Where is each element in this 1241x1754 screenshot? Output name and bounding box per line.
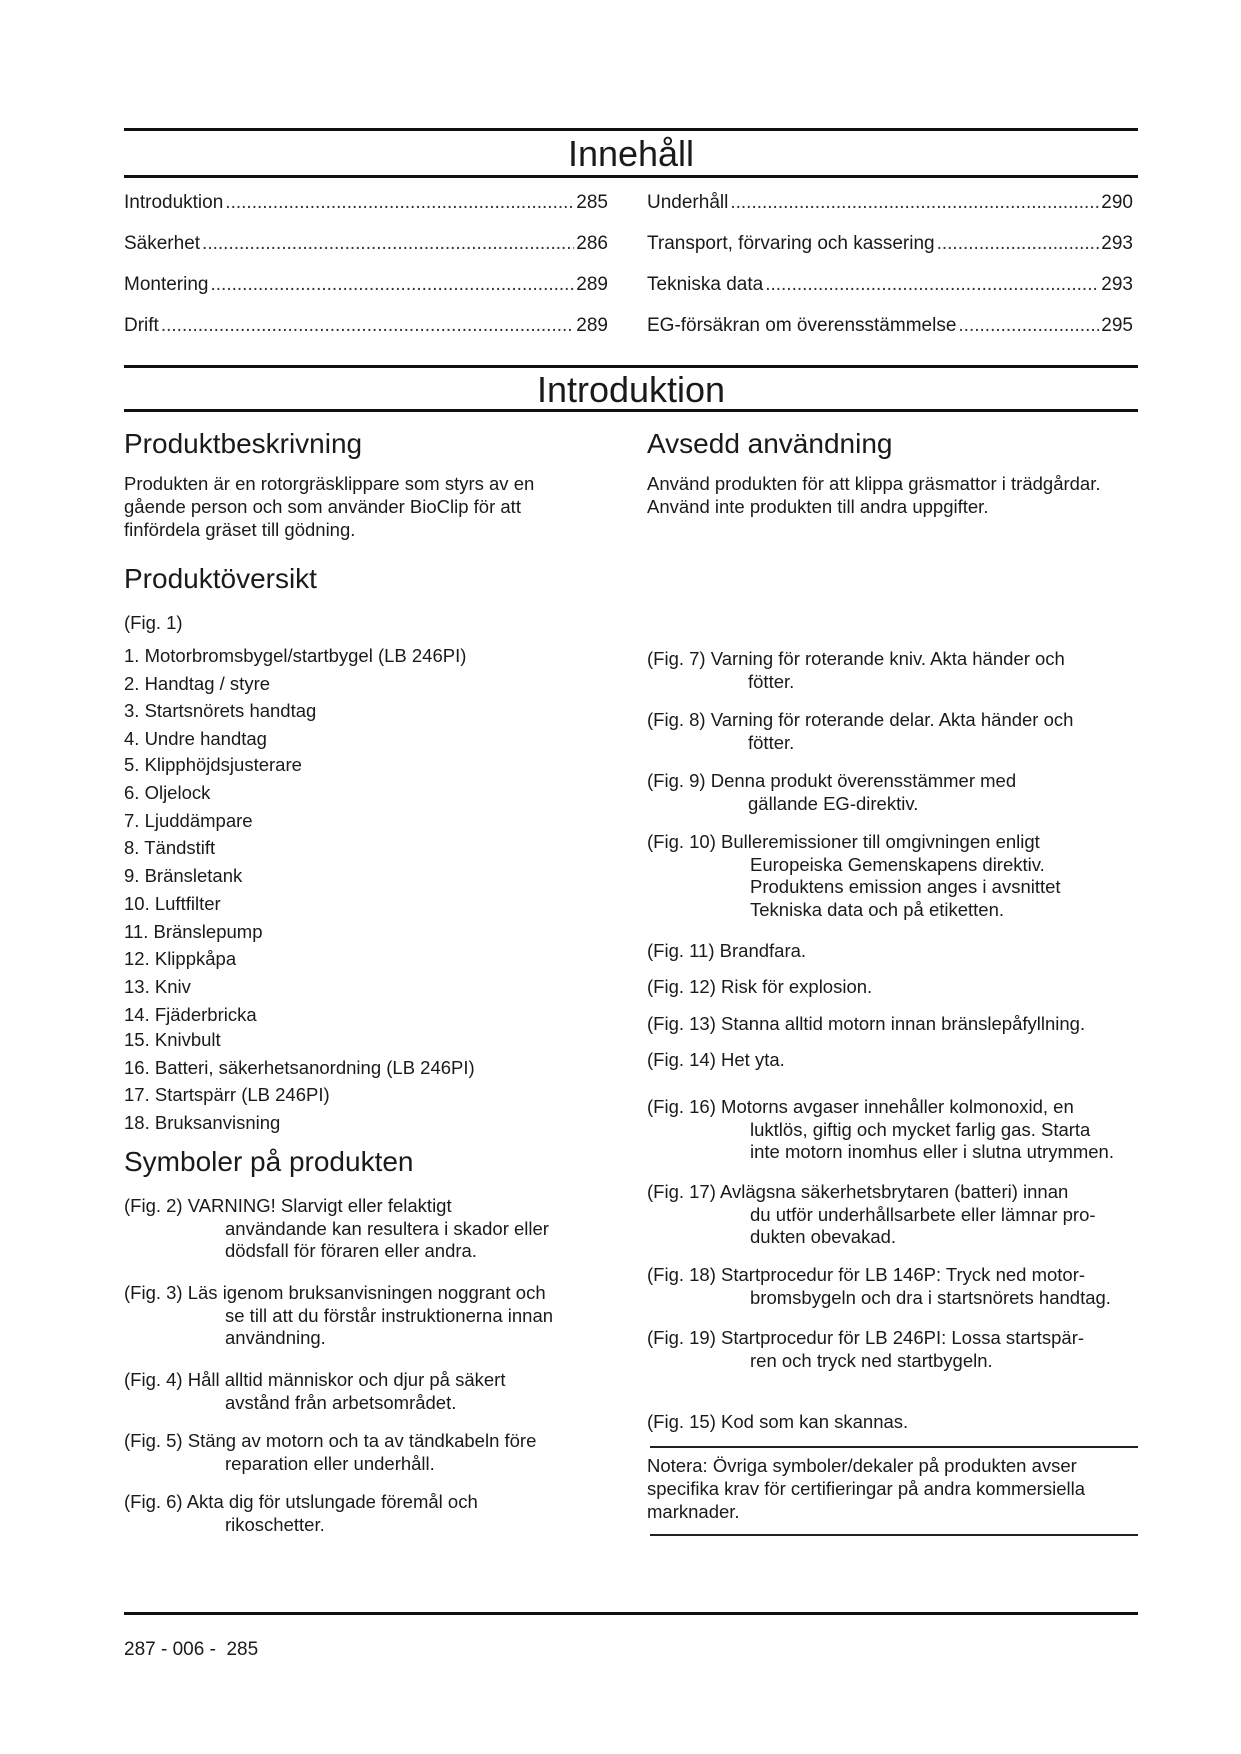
symbol-entry: (Fig. 6) Akta dig för utslungade föremål och rikoschetter. xyxy=(124,1491,478,1535)
overview-item: 7. Ljuddämpare xyxy=(124,810,253,831)
toc-entry-page: 290 xyxy=(1101,192,1133,213)
toc-entry-label: Drift xyxy=(124,315,159,336)
toc-entry[interactable] xyxy=(647,232,1133,256)
note-label: Notera: xyxy=(647,1455,708,1476)
leader-dots xyxy=(730,191,1099,215)
overview-item: 3. Startsnörets handtag xyxy=(124,700,317,721)
overview-item: 1. Motorbromsbygel/startbygel (LB 246PI) xyxy=(124,645,467,666)
leader-dots xyxy=(765,273,1099,297)
toc-entry-page: 289 xyxy=(576,274,608,295)
toc-title: Innehåll xyxy=(567,133,695,174)
page-footer xyxy=(124,1639,258,1661)
toc-entry-label: Transport, förvaring och kassering xyxy=(647,233,935,254)
overview-fig-ref: (Fig. 1) xyxy=(124,612,183,633)
symbol-entry: (Fig. 9) Denna produkt överensstämmer med gällande EG-direktiv. xyxy=(647,770,1017,814)
toc-entry-label: Säkerhet xyxy=(124,233,201,254)
overview-item: 2. Handtag / styre xyxy=(124,673,271,694)
toc-entry[interactable] xyxy=(647,273,1133,297)
overview-item: 17. Startspärr (LB 246PI) xyxy=(124,1084,330,1105)
intro-top-rule xyxy=(124,365,1138,368)
toc-entry[interactable] xyxy=(647,314,1133,338)
symbol-entry: (Fig. 5) Stäng av motorn och ta av tändkabeln före reparation eller underhåll. xyxy=(124,1430,537,1474)
overview-item: 11. Bränslepump xyxy=(124,921,263,942)
toc-entry[interactable] xyxy=(124,314,608,338)
symbol-entry: (Fig. 10) Bulleremissioner till omgivningen enligt Europeiska Gemenskapens direktiv. Produktens emission anges i avsnittet Tekniska data och på etiketten. xyxy=(647,831,1061,920)
overview-item: 12. Klippkåpa xyxy=(124,948,237,969)
toc-entry[interactable] xyxy=(124,273,608,297)
leader-dots xyxy=(202,232,574,256)
intended-use-heading: Avsedd användning xyxy=(647,428,893,459)
overview-item: 16. Batteri, säkerhetsanordning (LB 246PI) xyxy=(124,1057,475,1078)
intro-title: Introduktion xyxy=(536,369,726,410)
note-top-rule xyxy=(650,1446,1138,1448)
overview-item: 4. Undre handtag xyxy=(124,728,267,749)
leader-dots xyxy=(225,191,574,215)
symbols-heading: Symboler på produkten xyxy=(124,1146,414,1177)
symbol-entry: (Fig. 3) Läs igenom bruksanvisningen noggrant och se till att du förstår instruktionerna innan användning. xyxy=(124,1282,554,1348)
product-overview-heading: Produktöversikt xyxy=(124,563,317,594)
toc-entry[interactable] xyxy=(124,191,608,215)
overview-item: 15. Knivbult xyxy=(124,1029,221,1050)
symbol-entry: (Fig. 16) Motorns avgaser innehåller kolmonoxid, en luktlös, giftig och mycket farlig gas. Starta inte motorn inomhus eller i slutna utrymmen. xyxy=(647,1096,1114,1162)
note: Notera: Övriga symboler/dekaler på produkten avser specifika krav för certifieringar på andra kommersiella marknader. xyxy=(647,1455,1086,1522)
overview-item: 9. Bränsletank xyxy=(124,865,243,886)
leader-dots xyxy=(958,314,1099,338)
overview-item: 6. Oljelock xyxy=(124,782,211,803)
toc-entry-page: 293 xyxy=(1101,274,1133,295)
overview-item: 14. Fjäderbricka xyxy=(124,1004,257,1025)
toc-entry[interactable] xyxy=(647,191,1133,215)
overview-item: 10. Luftfilter xyxy=(124,893,221,914)
toc-entry-label: Montering xyxy=(124,274,209,295)
symbol-entry: (Fig. 13) Stanna alltid motorn innan bränslepåfyllning. xyxy=(647,1013,1086,1034)
toc-entry-page: 286 xyxy=(576,233,608,254)
toc-entry-label: Introduktion xyxy=(124,192,224,213)
page-number: 285 xyxy=(226,1639,259,1660)
symbol-entry: (Fig. 8) Varning för roterande delar. Akta händer och fötter. xyxy=(647,709,1074,753)
footer-rule xyxy=(124,1612,1138,1615)
intro-bottom-rule xyxy=(124,409,1138,412)
product-description-text: Produkten är en rotorgräsklippare som styrs av en gående person och som använder BioClip för att finfördela gräset till gödning. xyxy=(124,473,535,540)
leader-dots xyxy=(161,314,574,338)
symbol-entry: (Fig. 2) VARNING! Slarvigt eller felaktigt användande kan resultera i skador eller dödsfall för föraren eller andra. xyxy=(124,1195,549,1261)
toc-entry-page: 293 xyxy=(1101,233,1133,254)
toc-top-rule xyxy=(124,128,1138,131)
symbol-entry: (Fig. 18) Startprocedur för LB 146P: Tryck ned motor- bromsbygeln och dra i startsnörets handtag. xyxy=(647,1264,1111,1308)
intended-use-text: Använd produkten för att klippa gräsmattor i trädgårdar. Använd inte produkten till andra uppgifter. xyxy=(647,473,1101,517)
toc-entry-label: Tekniska data xyxy=(647,274,764,295)
overview-item: 5. Klipphöjdsjusterare xyxy=(124,754,302,775)
symbol-entry: (Fig. 14) Het yta. xyxy=(647,1049,785,1070)
overview-item: 13. Kniv xyxy=(124,976,191,997)
toc-entry-page: 295 xyxy=(1101,315,1133,336)
toc-bottom-rule xyxy=(124,175,1138,178)
symbol-entry: (Fig. 19) Startprocedur för LB 246PI: Lossa startspär- ren och tryck ned startbygeln. xyxy=(647,1327,1085,1371)
overview-item: 18. Bruksanvisning xyxy=(124,1112,281,1133)
toc-entry-label: Underhåll xyxy=(647,192,729,213)
symbol-entry: (Fig. 12) Risk för explosion. xyxy=(647,976,873,997)
leader-dots xyxy=(211,273,575,297)
toc-entry[interactable] xyxy=(124,232,608,256)
note-bottom-rule xyxy=(650,1534,1138,1536)
symbol-entry: (Fig. 15) Kod som kan skannas. xyxy=(647,1411,909,1432)
toc-entry-label: EG-försäkran om överensstämmelse xyxy=(647,315,957,336)
doc-number: 287 - 006 - xyxy=(124,1639,216,1660)
product-description-heading: Produktbeskrivning xyxy=(124,428,363,459)
symbol-entry: (Fig. 7) Varning för roterande kniv. Akta händer och fötter. xyxy=(647,648,1065,692)
overview-item: 8. Tändstift xyxy=(124,837,216,858)
toc-entry-page: 285 xyxy=(576,192,608,213)
symbol-entry: (Fig. 11) Brandfara. xyxy=(647,940,807,961)
symbol-entry: (Fig. 4) Håll alltid människor och djur på säkert avstånd från arbetsområdet. xyxy=(124,1369,506,1413)
symbol-entry: (Fig. 17) Avlägsna säkerhetsbrytaren (batteri) innan du utför underhållsarbete eller lämnar pro- dukten obevakad. xyxy=(647,1181,1096,1247)
leader-dots xyxy=(937,232,1100,256)
toc-entry-page: 289 xyxy=(576,315,608,336)
